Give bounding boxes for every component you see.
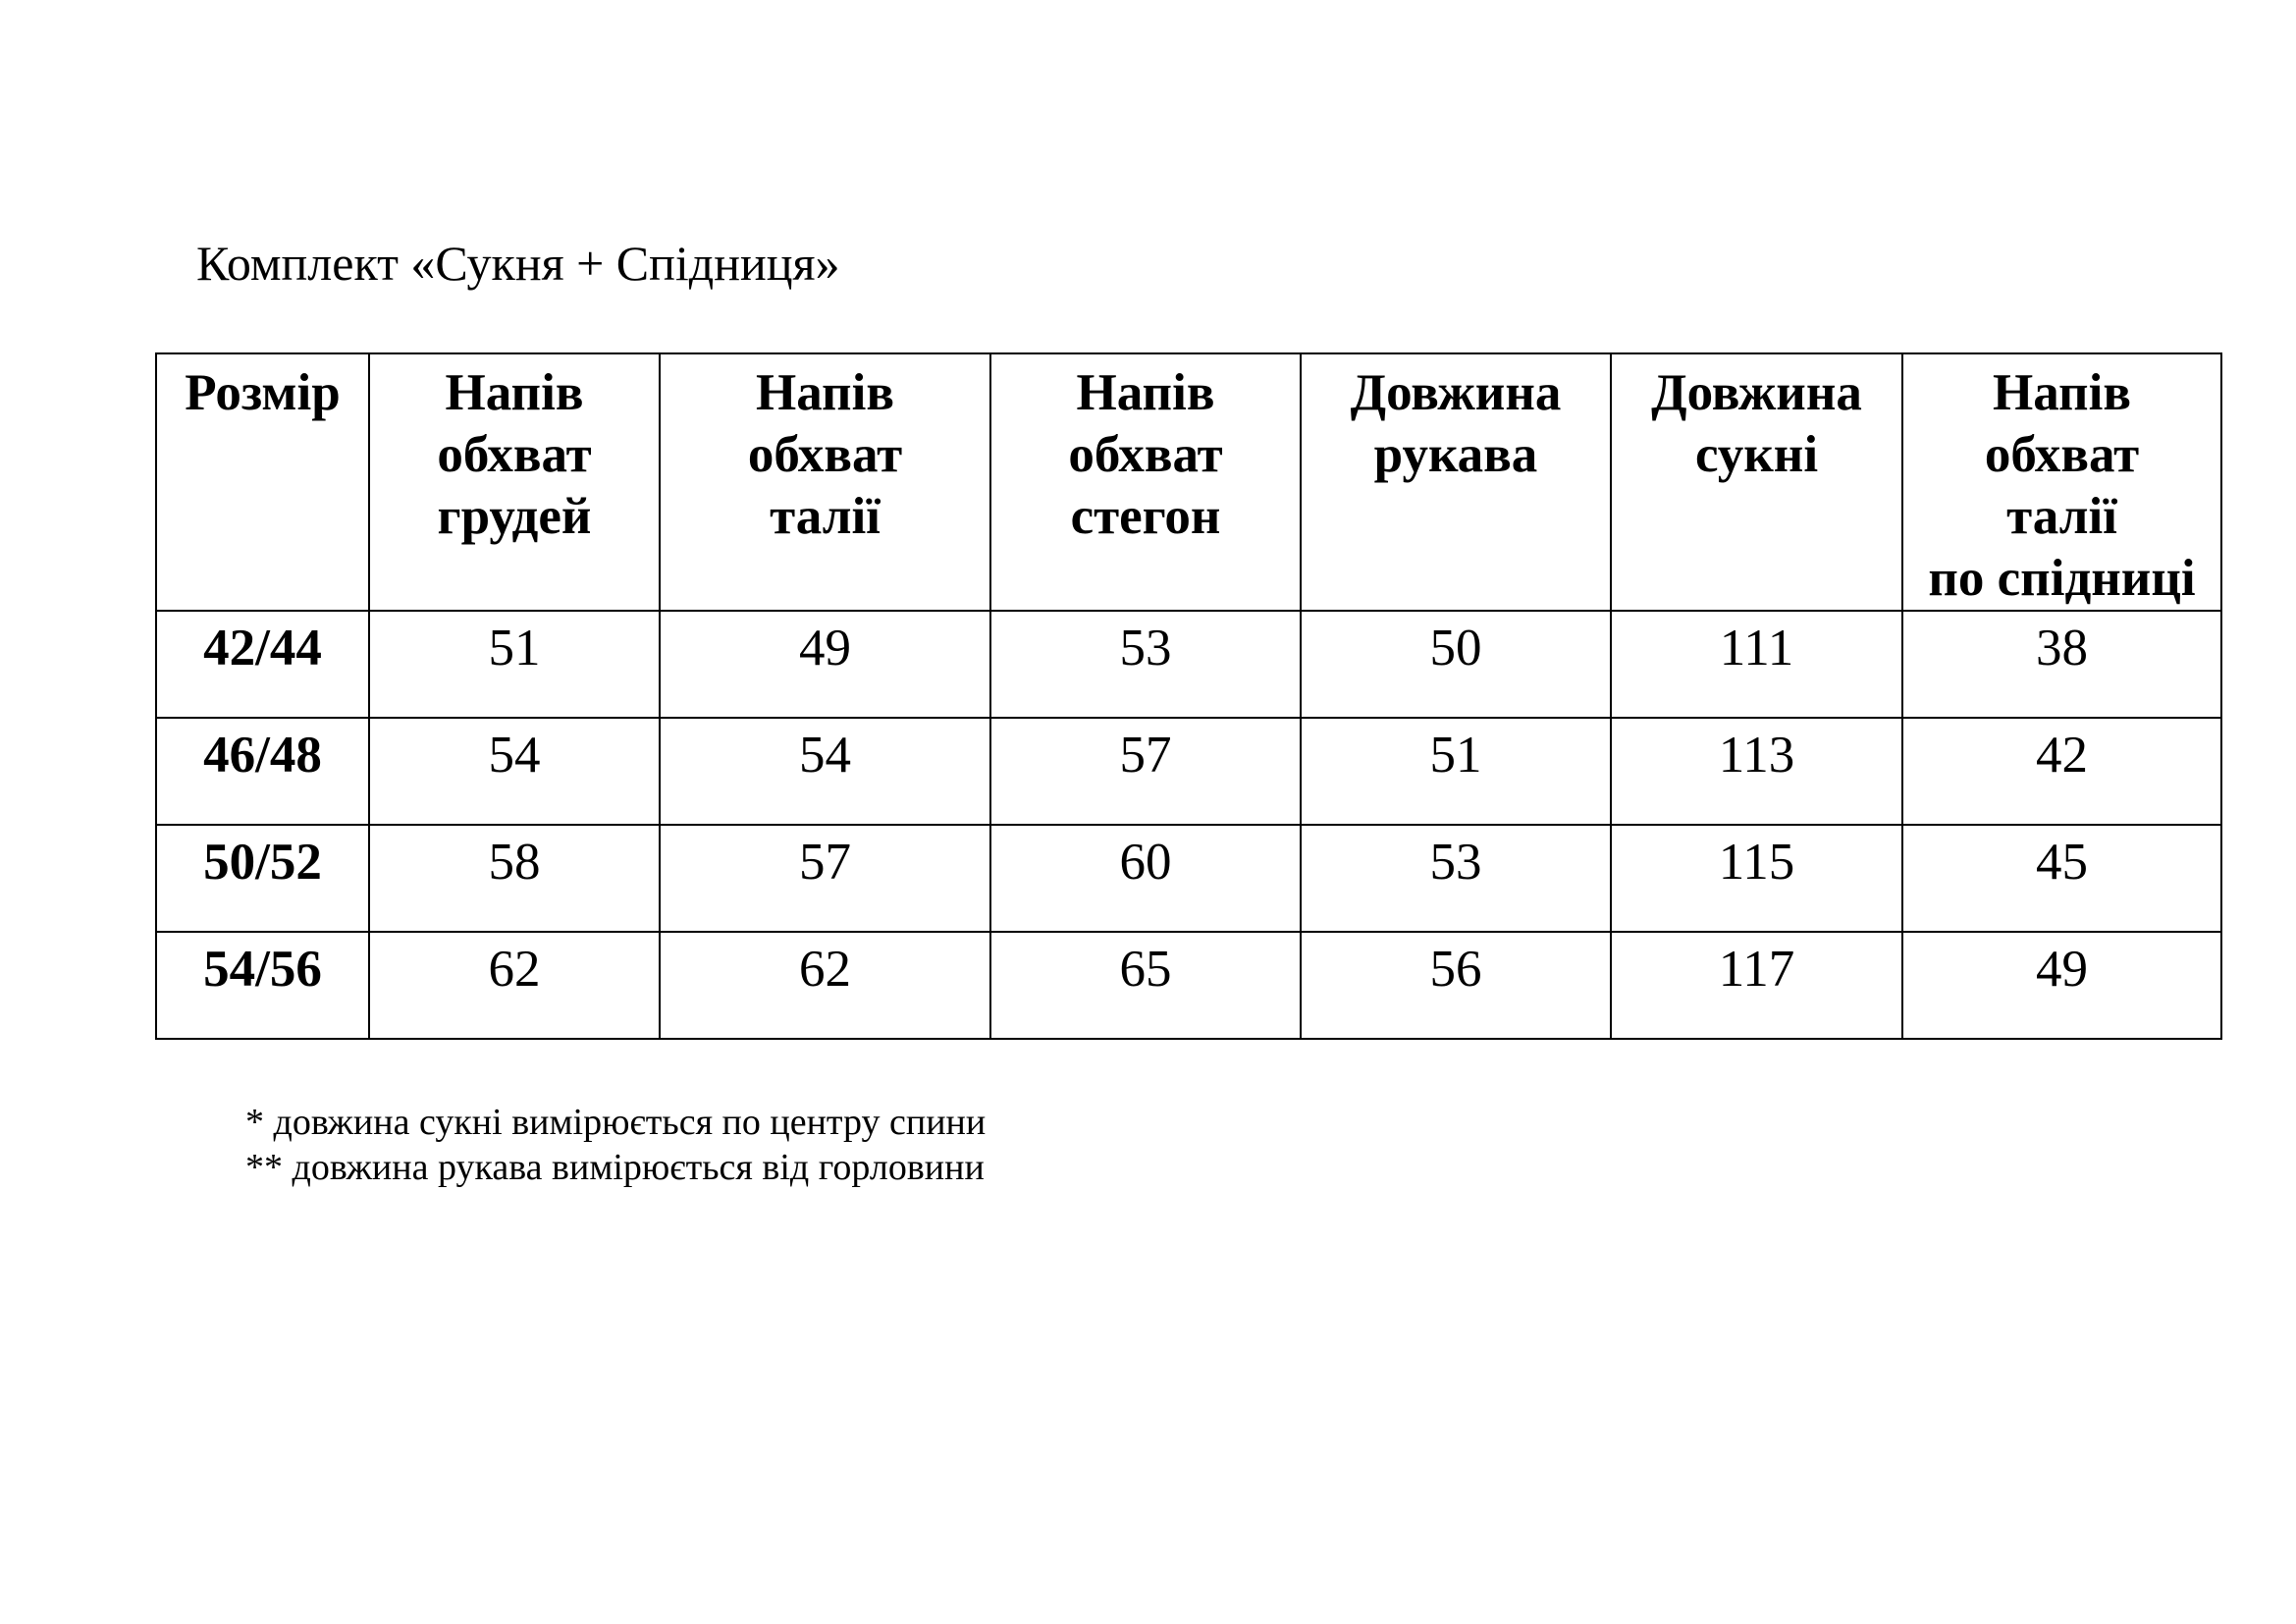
header-sleeve-length xyxy=(1301,353,1611,611)
table-cell: 62 xyxy=(369,932,660,1039)
header-line: Довжина xyxy=(1651,364,1862,421)
table-cell: 60 xyxy=(990,825,1301,932)
header-line: обхват xyxy=(1068,426,1223,483)
table-cell: 54 xyxy=(369,718,660,825)
table-cell: 113 xyxy=(1611,718,1902,825)
table-row xyxy=(156,611,2221,718)
header-skirt-half-waist xyxy=(1902,353,2221,611)
table-row xyxy=(156,825,2221,932)
header-line: стегон xyxy=(1070,488,1221,545)
table-cell: 42 xyxy=(1902,718,2221,825)
table-cell: 54 xyxy=(660,718,990,825)
header-half-waist xyxy=(660,353,990,611)
header-row xyxy=(156,353,2221,611)
header-dress-length xyxy=(1611,353,1902,611)
table-cell: 53 xyxy=(1301,825,1611,932)
header-line: по спідниці xyxy=(1928,550,2196,607)
header-line: талії xyxy=(770,488,881,545)
table-cell: 117 xyxy=(1611,932,1902,1039)
table-row xyxy=(156,932,2221,1039)
table-cell: 50 xyxy=(1301,611,1611,718)
table-cell: 57 xyxy=(990,718,1301,825)
table-cell: 38 xyxy=(1902,611,2221,718)
footnote: * довжина сукні вимірюється по центру спини xyxy=(245,1102,987,1143)
header-line: обхват xyxy=(1984,426,2140,483)
table-cell: 115 xyxy=(1611,825,1902,932)
table-cell: 49 xyxy=(660,611,990,718)
size-cell: 54/56 xyxy=(156,932,369,1039)
table-cell: 51 xyxy=(369,611,660,718)
header-line: Розмір xyxy=(185,364,341,421)
header-line: Напів xyxy=(1076,364,1215,421)
table-cell: 49 xyxy=(1902,932,2221,1039)
header-half-chest xyxy=(369,353,660,611)
header-line: обхват xyxy=(437,426,592,483)
header-line: обхват xyxy=(747,426,903,483)
page-title: Комплект «Сукня + Спідниця» xyxy=(196,236,840,291)
footnote: ** довжина рукава вимірюється від горловини xyxy=(245,1147,985,1188)
table-cell: 45 xyxy=(1902,825,2221,932)
table-cell: 51 xyxy=(1301,718,1611,825)
header-line: Довжина xyxy=(1350,364,1562,421)
header-line: грудей xyxy=(437,488,592,545)
table-cell: 65 xyxy=(990,932,1301,1039)
table-cell: 56 xyxy=(1301,932,1611,1039)
header-line: сукні xyxy=(1694,426,1819,483)
size-cell: 42/44 xyxy=(156,611,369,718)
footnotes xyxy=(245,1100,986,1190)
header-line: Напів xyxy=(445,364,584,421)
table-row xyxy=(156,718,2221,825)
header-line: Напів xyxy=(1993,364,2131,421)
table-cell: 57 xyxy=(660,825,990,932)
size-cell: 46/48 xyxy=(156,718,369,825)
header-line: талії xyxy=(2006,488,2117,545)
header-line: рукава xyxy=(1373,426,1538,483)
table-cell: 62 xyxy=(660,932,990,1039)
header-line: Напів xyxy=(756,364,894,421)
table-cell: 58 xyxy=(369,825,660,932)
table-cell: 111 xyxy=(1611,611,1902,718)
header-size xyxy=(156,353,369,611)
size-table xyxy=(155,352,2222,1040)
table-cell: 53 xyxy=(990,611,1301,718)
header-half-hips xyxy=(990,353,1301,611)
size-cell: 50/52 xyxy=(156,825,369,932)
